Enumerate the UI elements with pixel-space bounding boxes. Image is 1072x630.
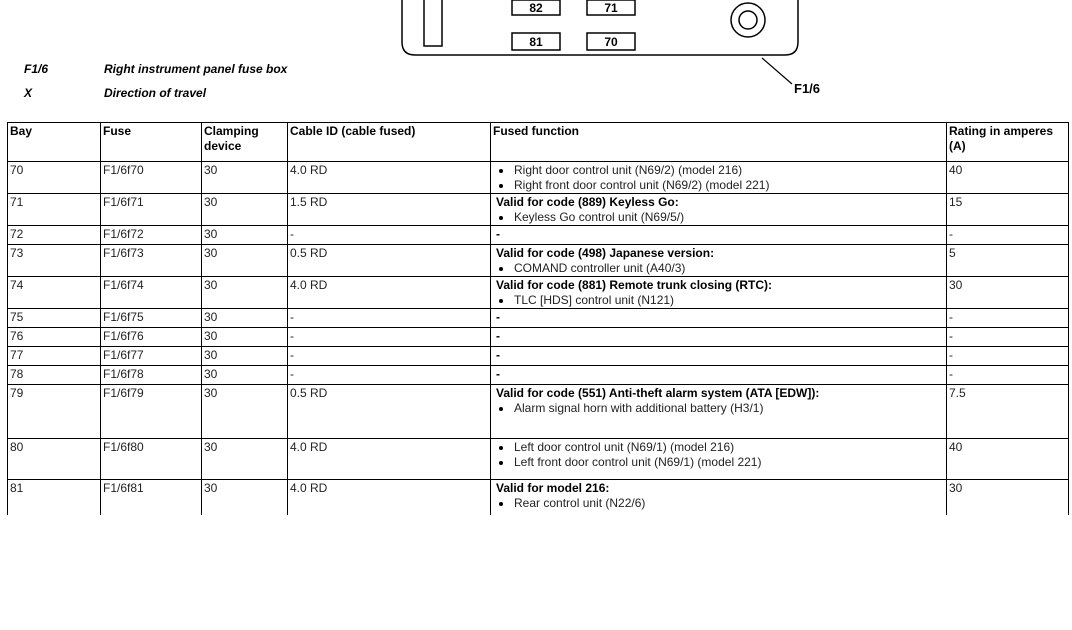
function-heading: - [496, 310, 500, 324]
cell-cable: - [288, 226, 491, 245]
table-header-row [8, 123, 1069, 162]
cell-clamping: 30 [202, 328, 288, 347]
function-heading: - [496, 227, 500, 241]
cell-cable: 4.0 RD [288, 277, 491, 309]
cell-cable: 1.5 RD [288, 194, 491, 226]
cell-rating: - [947, 347, 1069, 366]
function-heading: Valid for code (498) Japanese version: [496, 246, 715, 260]
cell-rating: - [947, 226, 1069, 245]
cell-fuse: F1/6f75 [101, 309, 202, 328]
cell-rating: 30 [947, 277, 1069, 309]
cell-function [491, 162, 947, 194]
cell-cable: 4.0 RD [288, 439, 491, 480]
cell-cable: 0.5 RD [288, 245, 491, 277]
function-bullet-item: Alarm signal horn with additional battery (H3/1) [496, 401, 943, 416]
table-row [8, 309, 1069, 328]
connector-outer-ring [731, 3, 765, 37]
function-heading: Valid for code (889) Keyless Go: [496, 195, 679, 209]
table-row [8, 347, 1069, 366]
cell-bay: 81 [8, 480, 101, 516]
cell-function [491, 309, 947, 328]
cell-clamping: 30 [202, 194, 288, 226]
cell-fuse: F1/6f76 [101, 328, 202, 347]
cell-fuse: F1/6f80 [101, 439, 202, 480]
table-row [8, 328, 1069, 347]
cell-fuse: F1/6f71 [101, 194, 202, 226]
function-bullet-item: Left door control unit (N69/1) (model 216) [496, 440, 943, 455]
table-row [8, 385, 1069, 439]
function-bullet-list [496, 293, 943, 308]
function-heading: Valid for code (881) Remote trunk closing (RTC): [496, 278, 773, 292]
function-bullet-list [496, 261, 943, 276]
cell-bay: 74 [8, 277, 101, 309]
cell-bay: 80 [8, 439, 101, 480]
cell-fuse: F1/6f74 [101, 277, 202, 309]
function-bullet-item: Keyless Go control unit (N69/5/) [496, 210, 943, 225]
cell-rating: 7.5 [947, 385, 1069, 439]
pointer-label: F1/6 [794, 81, 821, 96]
cell-cable: - [288, 347, 491, 366]
cell-fuse: F1/6f77 [101, 347, 202, 366]
fuse-box-slot [424, 0, 442, 46]
table-body [8, 162, 1069, 516]
cell-fuse: F1/6f73 [101, 245, 202, 277]
fuse-slot-70-label: 70 [604, 35, 618, 49]
cell-cable: - [288, 309, 491, 328]
cell-rating: 5 [947, 245, 1069, 277]
cell-clamping: 30 [202, 309, 288, 328]
fuse-slot-81-label: 81 [529, 35, 543, 49]
table-row [8, 226, 1069, 245]
cell-function [491, 480, 947, 516]
function-bullet-item: Right door control unit (N69/2) (model 216) [496, 163, 943, 178]
cell-function [491, 439, 947, 480]
function-heading: - [496, 367, 500, 381]
cell-clamping: 30 [202, 277, 288, 309]
cell-function [491, 328, 947, 347]
cell-function [491, 385, 947, 439]
cell-clamping: 30 [202, 162, 288, 194]
legend-code: F1/6 [24, 62, 49, 76]
cell-rating: 30 [947, 480, 1069, 516]
cell-clamping: 30 [202, 385, 288, 439]
cell-cable: 4.0 RD [288, 162, 491, 194]
column-header-rating: Rating in amperes (A) [947, 123, 1069, 162]
cell-function [491, 277, 947, 309]
function-bullet-item: Right front door control unit (N69/2) (model 221) [496, 178, 943, 193]
cell-bay: 78 [8, 366, 101, 385]
cell-bay: 72 [8, 226, 101, 245]
cell-rating: - [947, 309, 1069, 328]
cell-bay: 71 [8, 194, 101, 226]
cell-function [491, 366, 947, 385]
function-bullet-list [496, 401, 943, 416]
cell-function [491, 347, 947, 366]
function-bullet-list [496, 210, 943, 225]
cell-cable: - [288, 328, 491, 347]
cell-function [491, 194, 947, 226]
column-header-fuse: Fuse [101, 123, 202, 162]
cell-fuse: F1/6f78 [101, 366, 202, 385]
function-heading: - [496, 348, 500, 362]
function-bullet-list [496, 440, 943, 470]
function-bullet-item: Left front door control unit (N69/1) (model 221) [496, 455, 943, 470]
fuse-slot-71-label: 71 [604, 1, 618, 15]
function-bullet-item: COMAND controller unit (A40/3) [496, 261, 943, 276]
cell-clamping: 30 [202, 366, 288, 385]
cell-clamping: 30 [202, 439, 288, 480]
fuse-box-diagram [0, 0, 1072, 115]
column-header-bay: Bay [8, 123, 101, 162]
connector-inner-ring [739, 11, 757, 29]
table-row [8, 162, 1069, 194]
cell-clamping: 30 [202, 480, 288, 516]
cell-clamping: 30 [202, 226, 288, 245]
cell-function [491, 226, 947, 245]
cell-fuse: F1/6f70 [101, 162, 202, 194]
cell-bay: 79 [8, 385, 101, 439]
fuse-box-housing [402, 0, 798, 55]
function-bullet-list [496, 163, 943, 193]
cell-cable: - [288, 366, 491, 385]
function-bullet-item: TLC [HDS] control unit (N121) [496, 293, 943, 308]
function-heading: Valid for model 216: [496, 481, 610, 495]
cell-cable: 4.0 RD [288, 480, 491, 516]
fuse-slot-82-label: 82 [529, 1, 543, 15]
function-bullet-item: Rear control unit (N22/6) [496, 496, 943, 511]
fuse-assignment-table [7, 122, 1069, 515]
cell-rating: - [947, 328, 1069, 347]
function-heading: - [496, 329, 500, 343]
function-bullet-list [496, 496, 943, 511]
cell-clamping: 30 [202, 245, 288, 277]
table-row [8, 439, 1069, 480]
cell-rating: 40 [947, 439, 1069, 480]
cell-bay: 70 [8, 162, 101, 194]
column-header-function: Fused function [491, 123, 947, 162]
table-row [8, 245, 1069, 277]
cell-bay: 77 [8, 347, 101, 366]
cell-bay: 76 [8, 328, 101, 347]
table-row [8, 194, 1069, 226]
legend-description: Right instrument panel fuse box [104, 62, 288, 76]
cell-function [491, 245, 947, 277]
cell-bay: 73 [8, 245, 101, 277]
cell-bay: 75 [8, 309, 101, 328]
column-header-clamping: Clamping device [202, 123, 288, 162]
cell-rating: 40 [947, 162, 1069, 194]
table-row [8, 480, 1069, 516]
column-header-cable: Cable ID (cable fused) [288, 123, 491, 162]
cell-fuse: F1/6f72 [101, 226, 202, 245]
table-row [8, 277, 1069, 309]
legend-code: X [24, 86, 33, 100]
cell-fuse: F1/6f81 [101, 480, 202, 516]
cell-fuse: F1/6f79 [101, 385, 202, 439]
legend-description: Direction of travel [104, 86, 207, 100]
table-row [8, 366, 1069, 385]
cell-cable: 0.5 RD [288, 385, 491, 439]
cell-rating: - [947, 366, 1069, 385]
pointer-line [762, 58, 792, 84]
cell-rating: 15 [947, 194, 1069, 226]
function-heading: Valid for code (551) Anti-theft alarm system (ATA [EDW]): [496, 386, 820, 400]
cell-clamping: 30 [202, 347, 288, 366]
